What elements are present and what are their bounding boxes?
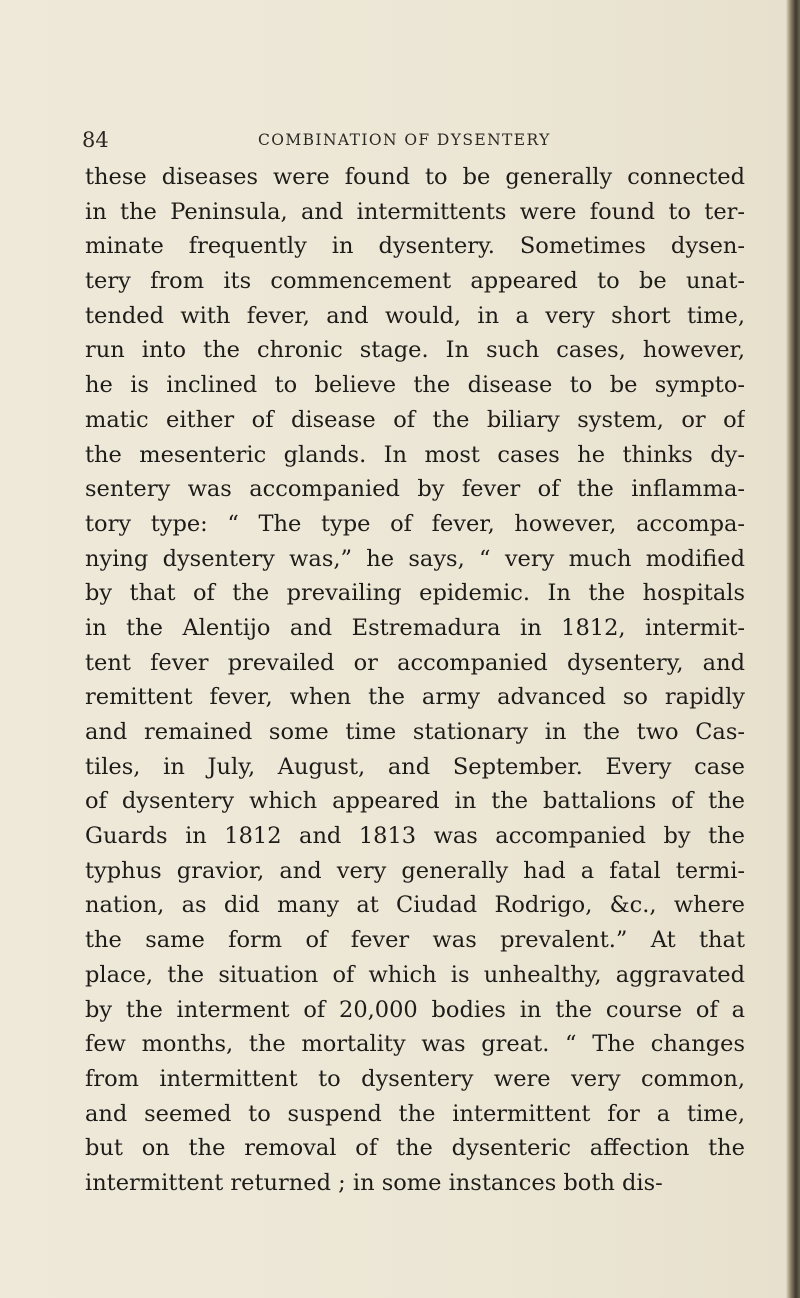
text-line: sentery was accompanied by fever of the inflamma- [85, 476, 745, 503]
text-line: tent fever prevailed or accompanied dysentery, and [85, 649, 745, 676]
text-line: tended with fever, and would, in a very short time, [85, 302, 745, 329]
text-line: tery from its commencement appeared to be unat- [85, 268, 745, 295]
text-line: place, the situation of which is unhealthy, aggravated [85, 961, 745, 988]
text-line: by that of the prevailing epidemic. In the hospitals [85, 580, 745, 607]
body-text [85, 160, 745, 1201]
text-line: nation, as did many at Ciudad Rodrigo, &c., where [85, 892, 745, 919]
text-line: tiles, in July, August, and September. Every case [85, 753, 745, 780]
text-line: by the interment of 20,000 bodies in the course of a [85, 996, 745, 1023]
page-edge-shadow [786, 0, 800, 1298]
text-line: from intermittent to dysentery were very common, [85, 1065, 745, 1092]
text-line: and remained some time stationary in the two Cas- [85, 719, 745, 745]
text-line: he is inclined to believe the disease to be sympto- [85, 372, 745, 399]
running-head: COMBINATION OF DYSENTERY [258, 131, 551, 149]
text-line: tory type: “ The type of fever, however, accompa- [85, 510, 745, 537]
page-header [82, 128, 742, 154]
text-line: matic either of disease of the biliary system, or of [85, 406, 745, 433]
text-line: run into the chronic stage. In such cases, however, [85, 337, 745, 364]
text-line: the mesenteric glands. In most cases he thinks dy- [85, 441, 745, 468]
text-line: the same form of fever was prevalent.” At that [85, 927, 745, 954]
text-line: minate frequently in dysentery. Sometimes dysen- [85, 233, 745, 260]
text-line: Guards in 1812 and 1813 was accompanied by the [85, 823, 745, 850]
text-line: in the Peninsula, and intermittents were found to ter- [85, 198, 745, 225]
page-number: 84 [82, 128, 109, 152]
text-line: typhus gravior, and very generally had a fatal termi- [85, 857, 745, 884]
text-line: in the Alentijo and Estremadura in 1812, intermit- [85, 614, 745, 641]
text-line: few months, the mortality was great. “ The changes [85, 1031, 745, 1058]
text-line: but on the removal of the dysenteric affection the [85, 1135, 745, 1162]
text-line: of dysentery which appeared in the battalions of the [85, 788, 745, 815]
text-line: and seemed to suspend the intermittent for a time, [85, 1100, 745, 1127]
text-line: these diseases were found to be generally connected [85, 164, 745, 190]
text-line: remittent fever, when the army advanced so rapidly [85, 684, 745, 711]
text-line: intermittent returned ; in some instances both dis- [85, 1169, 663, 1196]
text-line: nying dysentery was,” he says, “ very much modified [85, 545, 745, 572]
